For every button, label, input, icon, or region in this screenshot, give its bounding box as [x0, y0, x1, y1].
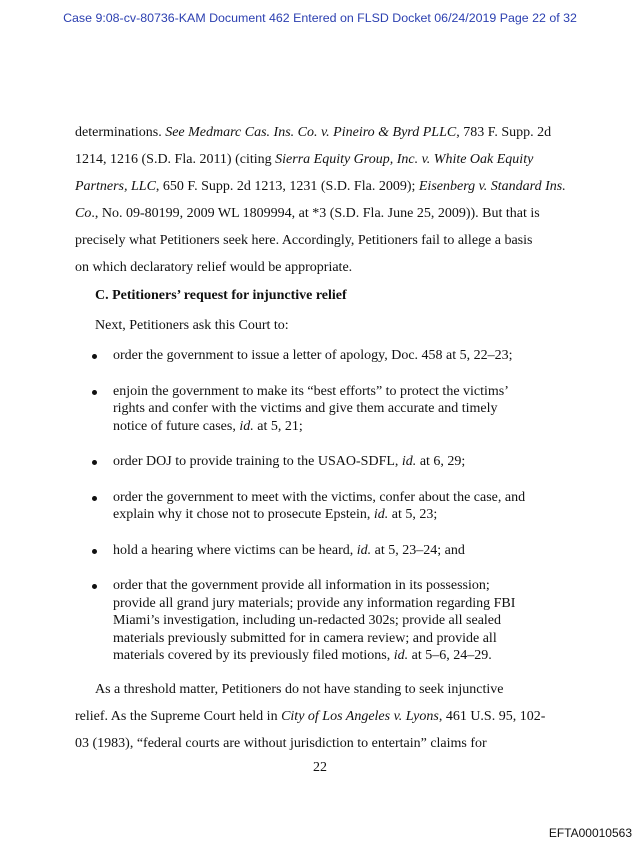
paragraph-declaratory-relief	[75, 119, 565, 281]
list-item-line: Miami’s investigation, including un-redacted 302s; provide all sealed	[113, 613, 502, 628]
list-item-line: provide all grand jury materials; provide any information regarding FBI	[113, 595, 516, 611]
page-number: 22	[313, 760, 327, 775]
body-line: Co., No. 09-80199, 2009 WL 1809994, at *3 (S.D. Fla. June 25, 2009)). But that is	[75, 206, 540, 221]
list-item	[92, 489, 572, 524]
list-item-line: explain why it chose not to prosecute Epstein, id. at 5, 23;	[113, 507, 438, 522]
citation-italic: Sierra Equity Group, Inc. v. White Oak Equity	[275, 152, 534, 167]
bullet-icon	[92, 584, 97, 589]
citation-italic: Co	[75, 206, 92, 221]
citation-italic: id.	[373, 507, 389, 522]
list-item-line: hold a hearing where victims can be heard, id. at 5, 23–24; and	[113, 542, 465, 558]
docket-header: Case 9:08-cv-80736-KAM Document 462 Entered on FLSD Docket 06/24/2019 Page 22 of 32	[63, 11, 577, 25]
bullet-icon	[92, 354, 97, 359]
body-line: Partners, LLC, 650 F. Supp. 2d 1213, 1231 (S.D. Fla. 2009); Eisenberg v. Standard Ins.	[75, 179, 566, 194]
list-item	[92, 577, 572, 665]
bullet-icon	[92, 496, 97, 501]
citation-italic: id.	[239, 418, 254, 434]
list-item	[92, 383, 572, 436]
paragraph-standing	[75, 676, 565, 757]
body-line: 03 (1983), “federal courts are without jurisdiction to entertain” claims for	[75, 736, 487, 751]
list-item-line: notice of future cases, id. at 5, 21;	[113, 418, 303, 434]
citation-italic: Eisenberg v. Standard Ins.	[418, 179, 566, 194]
list-item-line: order that the government provide all information in its possession;	[113, 578, 490, 593]
bullet-icon	[92, 460, 97, 465]
bullet-icon	[92, 390, 97, 395]
body-line: As a threshold matter, Petitioners do not have standing to seek injunctive	[95, 682, 504, 697]
citation-italic: id.	[393, 648, 409, 663]
list-item-line: order the government to issue a letter of apology, Doc. 458 at 5, 22–23;	[113, 348, 513, 363]
list-item-line: order DOJ to provide training to the USAO-SDFL, id. at 6, 29;	[113, 454, 466, 469]
body-line: on which declaratory relief would be appropriate.	[75, 260, 353, 275]
bates-number: EFTA00010563	[548, 826, 632, 840]
bullet-icon	[92, 549, 97, 554]
intro-sentence: Next, Petitioners ask this Court to:	[95, 318, 289, 333]
citation-italic: City of Los Angeles v. Lyons	[281, 709, 439, 724]
list-item	[92, 347, 572, 365]
requested-relief-list	[92, 347, 572, 683]
list-item	[92, 453, 572, 471]
body-line: 1214, 1216 (S.D. Fla. 2011) (citing Sierra Equity Group, Inc. v. White Oak Equity	[75, 152, 534, 167]
list-item-line: order the government to meet with the victims, confer about the case, and	[113, 489, 526, 505]
body-line: precisely what Petitioners seek here. Accordingly, Petitioners fail to allege a basis	[75, 233, 533, 248]
citation-italic: id.	[401, 454, 417, 469]
list-item-line: materials previously submitted for in camera review; and provide all	[113, 630, 497, 646]
list-item-line: rights and confer with the victims and give them accurate and timely	[113, 401, 498, 416]
list-item-line: materials covered by its previously filed motions, id. at 5–6, 24–29.	[113, 648, 492, 663]
section-heading: C. Petitioners’ request for injunctive relief	[95, 288, 347, 303]
citation-italic: See Medmarc Cas. Ins. Co. v. Pineiro & Byrd PLLC	[165, 125, 457, 140]
citation-italic: Partners, LLC	[75, 179, 156, 194]
body-line: determinations. See Medmarc Cas. Ins. Co. v. Pineiro & Byrd PLLC, 783 F. Supp. 2d	[75, 125, 552, 140]
list-item-line: enjoin the government to make its “best efforts” to protect the victims’	[113, 383, 509, 399]
list-item	[92, 542, 572, 560]
body-line: relief. As the Supreme Court held in City of Los Angeles v. Lyons, 461 U.S. 95, 102-	[75, 709, 546, 724]
citation-italic: id.	[356, 542, 372, 558]
